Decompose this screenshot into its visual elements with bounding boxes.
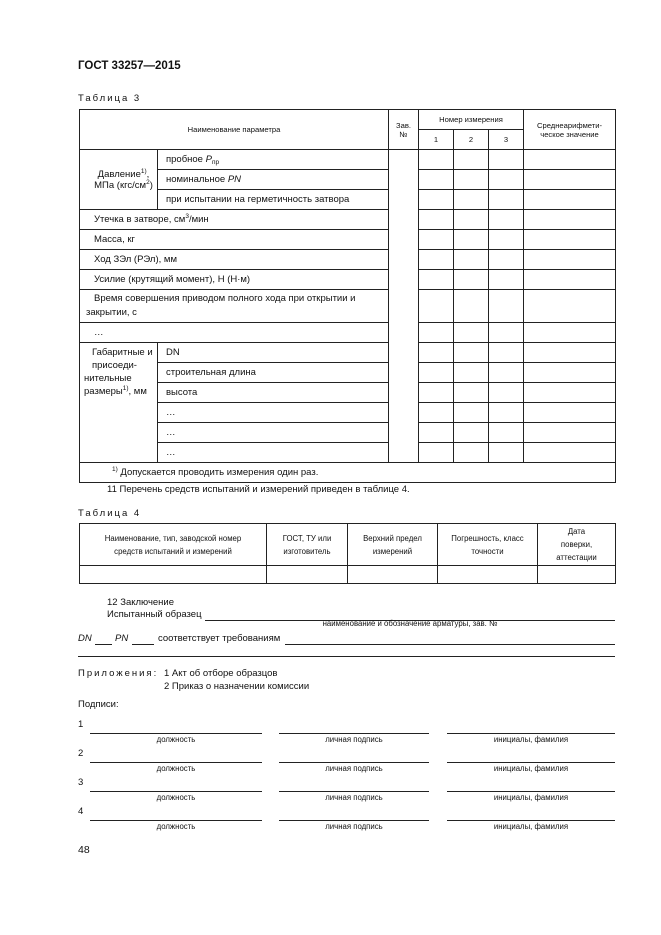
col-param-header: Наименование параметра: [80, 110, 389, 150]
t4-col-name: [80, 524, 267, 566]
pressure-unit-sup: 2: [146, 178, 150, 186]
name-line[interactable]: [447, 791, 615, 792]
t4-col-name-l2: средств испытаний и измерений: [114, 546, 232, 556]
dims-line1: Габаритные и присоеди-: [92, 347, 153, 371]
leak-sup: 3: [185, 213, 189, 220]
dims-ellipsis-2: …: [158, 423, 389, 443]
probe-pressure-sub: пр: [211, 159, 220, 166]
signature-caption: личная подпись: [325, 793, 383, 802]
complies-label: соответствует требованиям: [158, 633, 281, 644]
nominal-pressure-label: [158, 170, 389, 190]
leak-unit: /мин: [188, 214, 209, 225]
col-avg-line2: ческое значение: [540, 129, 599, 139]
pressure-line2-end: ): [149, 179, 153, 191]
dims-ellipsis-1: …: [158, 403, 389, 423]
signature-number: 3: [78, 777, 84, 788]
build-length-label: строительная длина: [158, 363, 389, 383]
t4-col-error: [438, 524, 538, 566]
pressure-line1: Давление: [97, 168, 141, 180]
sample-caption: наименование и обозначение арматуры, зав. №: [322, 619, 498, 628]
col-measure-header: Номер измерения: [419, 110, 524, 130]
signature-line[interactable]: [279, 733, 429, 734]
measure-3-header: 3: [489, 130, 524, 150]
table3-footnote: [80, 463, 616, 483]
t4-col-error-l1: Погрешность, класс: [451, 533, 524, 543]
sample-label: Испытанный образец: [107, 609, 202, 620]
signature-number: 1: [78, 719, 84, 730]
col-zav-header: [389, 110, 419, 150]
signature-number: 2: [78, 748, 84, 759]
torque-label: Усилие (крутящий момент), Н (Н·м): [80, 270, 389, 290]
dims-footnote-mark: 1): [122, 385, 129, 392]
probe-pressure-label: [158, 150, 389, 170]
footnote-text: Допускается проводить измерения один раз.: [117, 467, 319, 478]
t4-col-gost: [267, 524, 348, 566]
t4-col-limit-l2: измерений: [372, 546, 413, 556]
stroke-label: Ход ЗЭл (РЭл), мм: [80, 250, 389, 270]
table4: [79, 523, 616, 584]
signature-line[interactable]: [279, 820, 429, 821]
signature-caption: личная подпись: [325, 735, 383, 744]
hermetic-pressure-label: при испытании на герметичность затвора: [158, 190, 389, 210]
page-title: ГОСТ 33257—2015: [78, 60, 181, 72]
time-line2: закрытии, с: [86, 307, 137, 318]
table3: [79, 109, 616, 483]
t4-col-date-l1: Дата: [567, 527, 586, 536]
col-avg-line1: Среднеарифмети-: [537, 120, 603, 130]
zav-cell: [389, 150, 419, 463]
signature-line[interactable]: [279, 762, 429, 763]
dn-label: DN: [158, 343, 389, 363]
table3-caption: Таблица 3: [78, 93, 142, 104]
t4-col-date: [538, 524, 616, 566]
appendices-label: Приложения:: [78, 668, 159, 679]
pn-line[interactable]: [132, 644, 154, 645]
signature-line[interactable]: [279, 791, 429, 792]
footnote-mark: 1): [112, 466, 118, 473]
name-caption: инициалы, фамилия: [493, 735, 569, 744]
position-line[interactable]: [90, 762, 262, 763]
signatures-label: Подписи:: [78, 699, 119, 710]
t4-col-limit-l1: Верхний предел: [363, 533, 422, 543]
dn-label: DN: [78, 633, 92, 644]
signature-number: 4: [78, 806, 84, 817]
position-caption: должность: [156, 764, 196, 773]
col-avg-header: [524, 110, 616, 150]
t4-col-limit: [348, 524, 438, 566]
probe-pressure-var: P: [205, 154, 212, 165]
t4-col-gost-l2: изготовитель: [283, 546, 331, 556]
t4-col-date-l3: аттестации: [556, 553, 597, 562]
t4-col-date-l2: поверки,: [560, 540, 593, 549]
position-caption: должность: [156, 793, 196, 802]
t4-col-gost-l1: ГОСТ, ТУ или: [282, 533, 332, 543]
name-caption: инициалы, фамилия: [493, 793, 569, 802]
dims-ellipsis-3: …: [158, 443, 389, 463]
table4-caption: Таблица 4: [78, 508, 142, 519]
name-line[interactable]: [447, 820, 615, 821]
mass-label: Масса, кг: [80, 230, 389, 250]
ellipsis-row-label: …: [80, 323, 389, 343]
dn-line[interactable]: [95, 644, 112, 645]
position-caption: должность: [156, 735, 196, 744]
requirements-line[interactable]: [285, 644, 615, 645]
appendix-1: 1 Акт об отборе образцов: [164, 668, 278, 679]
measure-1-header: 1: [419, 130, 454, 150]
pressure-line2: МПа (кгс/см: [94, 179, 147, 191]
name-line[interactable]: [447, 762, 615, 763]
signature-caption: личная подпись: [325, 822, 383, 831]
t4-col-name-l1: Наименование, тип, заводской номер: [104, 533, 242, 543]
paragraph-11: 11 Перечень средств испытаний и измерений приведен в таблице 4.: [107, 484, 410, 495]
appendix-2: 2 Приказ о назначении комиссии: [164, 681, 310, 692]
pressure-footnote-mark: 1): [140, 167, 147, 175]
t4-col-error-l2: точности: [471, 546, 504, 556]
pressure-group-label: Давление$^{1)}$, МПа $(кгс/см^2)$: [80, 150, 158, 210]
position-caption: должность: [156, 822, 196, 831]
position-line[interactable]: [90, 733, 262, 734]
pn-label: PN: [115, 633, 129, 644]
requirements-line-2[interactable]: [78, 656, 615, 657]
name-caption: инициалы, фамилия: [493, 764, 569, 773]
nominal-pressure-var: PN: [227, 174, 242, 185]
dims-unit: , мм: [128, 386, 147, 397]
position-line[interactable]: [90, 820, 262, 821]
probe-pressure-text: пробное: [166, 154, 206, 165]
conclusion-heading: 12 Заключение: [107, 597, 175, 608]
dims-group-label: [80, 343, 158, 463]
time-line1: Время совершения приводом полного хода при открытии и: [94, 293, 356, 304]
height-label: высота: [158, 383, 389, 403]
leak-label: [80, 210, 389, 230]
signature-caption: личная подпись: [325, 764, 383, 773]
measure-2-header: 2: [454, 130, 489, 150]
page-number: 48: [78, 844, 90, 856]
leak-text: Утечка в затворе, см: [94, 214, 186, 225]
col-zav-line2: №: [399, 129, 408, 139]
col-zav-line1: Зав.: [396, 120, 411, 130]
name-line[interactable]: [447, 733, 615, 734]
nominal-pressure-text: номинальное: [166, 174, 228, 185]
position-line[interactable]: [90, 791, 262, 792]
time-label: [80, 290, 389, 323]
dims-line2: нительные размеры: [84, 373, 132, 397]
name-caption: инициалы, фамилия: [493, 822, 569, 831]
